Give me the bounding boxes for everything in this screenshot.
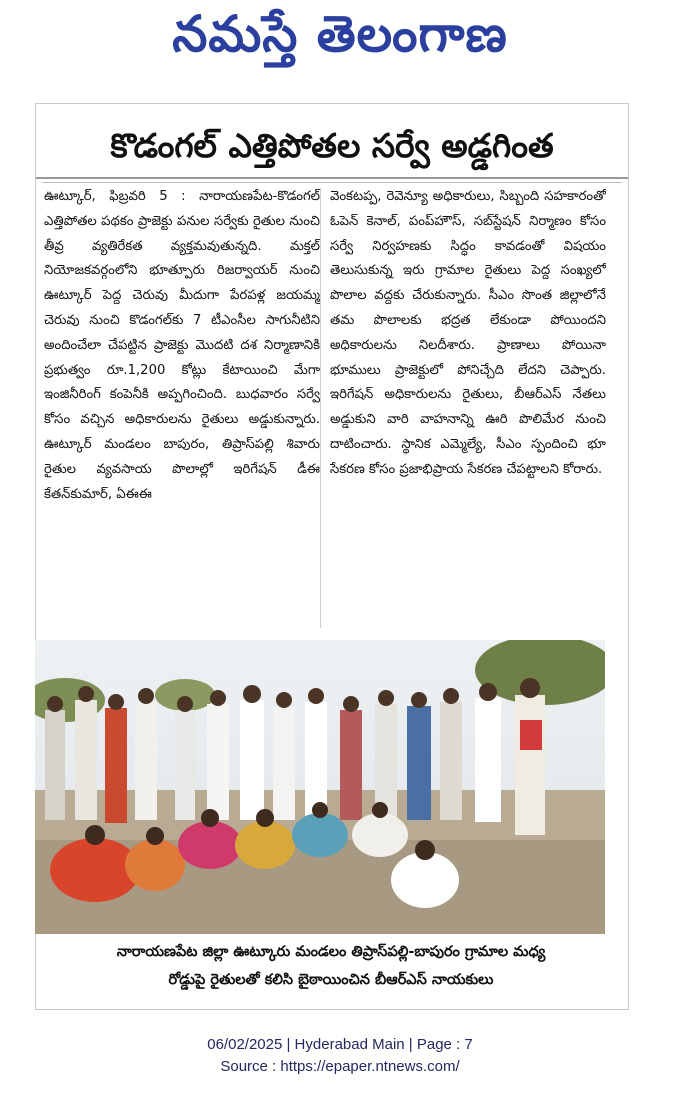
masthead xyxy=(0,0,680,80)
article-headline: కొడంగల్ ఎత్తిపోతల సర్వే అడ్డగింత xyxy=(110,126,554,165)
article-column-right: వెంకటప్ప, రెవెన్యూ అధికారులు, సిబ్బంది సహకారంతో ఓపెన్ కెనాల్, పంప్‌హౌస్, సబ్‌స్టేషన్ నిర్మాణం కోసం సర్వే నిర్వహణకు సిద్ధం కావడంతో విషయం తెలుసుకున్న ఇరు గ్రామాల రైతులు పెద్ద సంఖ్యలో పొలాల వద్దకు చేరుకున్నారు. సీఎం సొంత జిల్లాలోనే తమ పొలాలకు భద్రత లేకుండా పోయిందని అధికారులను నిలదీశారు. ప్రాణాలు పోయినా భూములు ప్రాజెక్టులో పోనిచ్చేది లేదని చెప్పారు. ఇరిగేషన్ అధికారులను రైతులు, బీఆర్ఎస్ నేతలు అడ్డుకుని వారి వాహనాన్ని ఊరి పొలిమేర నుంచి దాటించారు. స్థానిక ఎమ్మెల్యే, సీఎం స్పందించి భూ సేకరణ కోసం ప్రజాభిప్రాయ సేకరణ చేపట్టాలని కోరారు. xyxy=(330,189,606,477)
source-link[interactable]: Source : https://epaper.ntnews.com/ xyxy=(220,1058,460,1075)
news-photo xyxy=(35,640,605,934)
newspaper-logo: నమస్తే తెలంగాణ xyxy=(172,4,508,63)
headline-divider xyxy=(36,177,628,179)
protest-photo-illustration xyxy=(35,640,605,934)
caption-line-1: నారాయణపేట జిల్లా ఊట్కూరు మండలం తిప్రాస్‌పల్లి-బాపురం గ్రామాల మధ్య xyxy=(116,944,546,960)
article-column-left: ఊట్కూర్, ఫిబ్రవరి 5 : నారాయణపేట-కొడంగల్ ఎత్తిపోతల పథకం ప్రాజెక్టు పనుల సర్వేకు రైతుల నుంచి తీవ్ర వ్యతిరేకత వ్యక్తమవుతున్నది. మక్తల్ నియోజకవర్గంలోని భూత్పూరు రిజర్వాయర్ నుంచి ఊట్కూర్ పెద్ద చెరువు మీదుగా పేరపళ్ల జయమ్మ చెరువు నుంచి కొడంగల్‌కు 7 టీఎంసీల సాగునీటిని అందించేలా చేపట్టిన ప్రాజెక్టు మొదటి దశ నిర్మాణానికి ప్రభుత్వం రూ.1,200 కోట్లు కేటాయించి మేగా ఇంజినీరింగ్ కంపెనీకి అప్పగించింది. బుధవారం సర్వే కోసం వచ్చిన అధికారులను రైతులు అడ్డుకున్నారు. ఊట్కూర్ మండలం బాపురం, తిప్రాస్‌పల్లి శివారు రైతుల వ్యవసాయ పొలాల్లో ఇరిగేషన్ డీఈ కేతన్‌కుమార్, ఏఈఈ xyxy=(44,189,320,502)
caption-line-2: రోడ్డుపై రైతులతో కలిసి బైఠాయించిన బీఆర్ఎస్ నాయకులు xyxy=(168,972,494,988)
photo-caption xyxy=(36,938,626,994)
edition-info: 06/02/2025 | Hyderabad Main | Page : 7 xyxy=(207,1036,473,1053)
page-footer xyxy=(0,1034,680,1078)
column-separator xyxy=(320,188,321,628)
headline-underline xyxy=(42,182,622,183)
